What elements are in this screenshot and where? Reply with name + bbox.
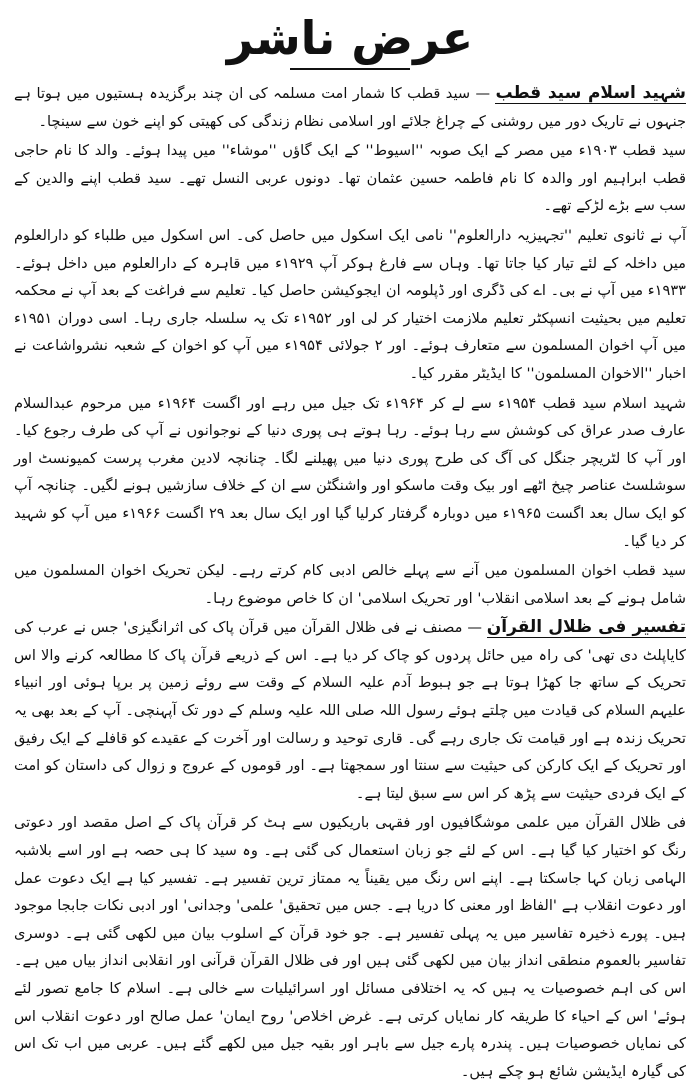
paragraph-lead-heading: شہید اسلام سید قطب — [495, 83, 686, 103]
paragraph-text: سید قطب ۱۹۰۳ء میں مصر کے ایک صوبہ ''اسیوط'' کے ایک گاؤں ''موشاء'' میں پیدا ہوئے۔ والد کا نام حاجی قطب ابراہیم اور والدہ کا نام فاطمہ حسین عثمان تھا۔ دونوں عربی النسل تھے۔ سید قطب اپنے والدین کے سب سے بڑے لڑکے تھے۔ — [14, 142, 686, 215]
paragraph-lead-heading: تفسیر فی ظلال القرآن — [486, 617, 686, 638]
paragraph-text: فی ظلال القرآن میں علمی موشگافیوں اور فقہی باریکیوں سے ہٹ کر قرآن پاک کے اصل مقصد اور دعوتی رنگ کو اختیار کیا گیا ہے۔ اس کے لئے جو زبان استعمال کی گئی ہے۔ وہ سید کا ہی حصہ ہے اور اسے بلاشبہ الہامی زبان کہا جاسکتا ہے۔ اپنے اس رنگ میں یقیناً یہ ممتاز ترین تفسیر ہے۔ تفسیر کیا ہے ایک دعوت عمل اور دعوت انقلاب ہے 'الفاظ اور معنی کا دریا ہے۔ جس میں تحقیق' علمی' وجدانی' اور ادبی نکات جابجا موجود ہیں۔ پورے ذخیرہ تفاسیر میں یہ پہلی تفسیر ہے۔ جو خود قرآن کے اسلوب بیان میں لکھی گئی ہے۔ دوسری تفاسیر بالعموم منطقی انداز بیان میں لکھی گئی ہیں اور فی ظلال القرآن قرآنی اور انقلابی انداز بیاں میں ہے۔ اس کی اہم خصوصیات یہ ہیں کہ یہ اختلافی مسائل اور اسرائیلیات سے خالی ہے۔ اسلام کا جامع تصور لئے ہوئے' اس کے احیاء کا طریقہ کار نمایاں کرتی ہے۔ غرض اخلاص' روح ایمان' عمل صالح اور دعوت انقلاب اس کی نمایاں خصوصیات ہیں۔ پندرہ پارے جیل سے باہر اور بقیہ جیل میں لکھے گئے ہیں۔ عربی میں اب تک اس کی گیارہ ایڈیشن شائع ہو چکے ہیں۔ — [14, 814, 686, 1080]
paragraph-intro — [14, 80, 686, 135]
paragraph-tafsir — [14, 614, 686, 807]
paragraph-imprisonment — [14, 390, 686, 556]
paragraph-features — [14, 809, 686, 1085]
paragraph-education — [14, 222, 686, 388]
document-title: عرض ناشر — [226, 11, 474, 65]
paragraph-text: — سید قطب کا شمار امت مسلمہ کی ان چند برگزیدہ ہستیوں میں ہوتا ہے جنہوں نے تاریک دور میں روشنی کے چراغ جلائے اور اسلامی نظام زندگی کی کھیتی کو اپنے خون سے سینچا۔ — [14, 85, 686, 130]
paragraph-birth — [14, 137, 686, 220]
paragraph-text: شہید اسلام سید قطب ۱۹۵۴ء سے لے کر ۱۹۶۴ء تک جیل میں رہے اور اگست ۱۹۶۴ء میں مرحوم عبدالسلام عارف صدر عراق کی کوشش سے رہا ہوئے۔ رہا ہوتے ہی پوری دنیا کے نوجوانوں نے آپ کی طرف رجوع کیا۔ اور آپ کا لٹریچر جنگل کی آگ کی طرح پوری دنیا میں پھیلنے لگا۔ چنانچہ لادین مغرب پرست کمیونسٹ اور سوشلسٹ عناصر چیخ اٹھے اور بیک وقت ماسکو اور واشنگٹن سے ان کے خلاف سازشیں ہونے لگیں۔ چنانچہ آپ کو ایک سال بعد اگست ۱۹۶۵ء میں دوبارہ گرفتار کرلیا گیا اور ایک سال بعد ۲۹ اگست ۱۹۶۶ء میں آپ کو شہید کر دیا گیا۔ — [14, 394, 686, 550]
paragraph-literary — [14, 557, 686, 612]
paragraph-text: سید قطب اخوان المسلمون میں آنے سے پہلے خالص ادبی کام کرتے رہے۔ لیکن تحریک اخوان المسلمون میں شامل ہونے کے بعد اسلامی انقلاب' اور تحریک اسلامی' ان کا خاص موضوع رہا۔ — [14, 562, 686, 607]
paragraph-text: آپ نے ثانوی تعلیم ''تجہیزیہ دارالعلوم'' نامی ایک اسکول میں حاصل کی۔ اس اسکول میں طلباء کو دارالعلوم میں داخلہ کے لئے تیار کیا جاتا تھا۔ وہاں سے فارغ ہوکر آپ ۱۹۲۹ء میں قاہرہ کے دارالعلوم میں داخل ہوئے۔ ۱۹۳۳ء میں آپ نے بی۔ اے کی ڈگری اور ڈپلومہ ان ایجوکیشن حاصل کیا۔ تعلیم سے فراغت کے بعد آپ نے محکمہ تعلیم میں بحیثیت انسپکٹر تعلیم ملازمت اختیار کر لی اور ۱۹۵۲ء تک یہ سلسلہ جاری رہا۔ اسی دوران ۱۹۵۱ء میں آپ اخوان المسلمون سے متعارف ہوئے۔ اور ۲ جولائی ۱۹۵۴ء میں آپ کو اخوان کے شعبہ نشرواشاعت نے اخبار ''الاخوان المسلمون'' کا ایڈیٹر مقرر کیا۔ — [14, 226, 687, 382]
paragraph-text: — مصنف نے فی ظلال القرآن میں قرآن پاک کی اثرانگیزی' جس نے عرب کی کایاپلٹ دی تھی' کی راہ میں حائل پردوں کو چاک کر دیا ہے۔ اس کے ذریعے قرآن پاک کا مطالعہ کرنے والا اس تحریک کے ساتھ جا کھڑا ہوتا ہے جو ہبوط آدم علیہ السلام کے وقت سے روئے زمین پر برپا ہوئی اور انبیاء علیہم السلام کی قیادت میں چلتے ہوئے رسول اللہ صلی اللہ علیہ وسلم کے دور تک آپہنچی۔ آپ کے بعد بھی یہ تحریک زندہ ہے اور قیامت تک جاری رہے گی۔ قاری توحید و رسالت اور آخرت کے عقیدے کو قافلے کے ایک رفیق اور تحریک کے ایک کارکن کی حیثیت سے سنتا اور سمجھتا ہے۔ اور قوموں کے عروج و زوال کی داستان کو امت کے ایک فردی حیثیت سے پڑھ کر اس سے سبق لیتا ہے۔ — [14, 619, 686, 802]
